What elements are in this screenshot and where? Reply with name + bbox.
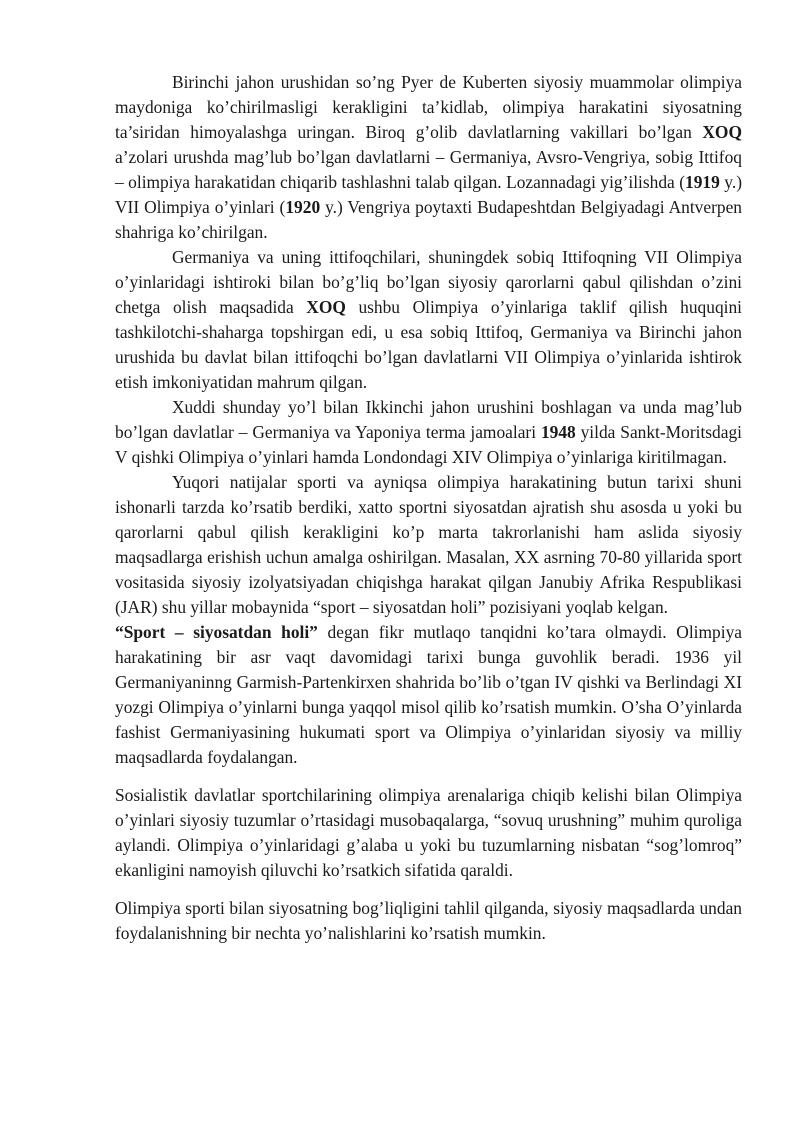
paragraph-1 [115, 70, 742, 245]
paragraph-4 [115, 470, 742, 620]
bold-text-run: 1919 [685, 172, 720, 192]
paragraph-5 [115, 620, 742, 770]
bold-text-run: XOQ [702, 122, 742, 142]
paragraph-3 [115, 395, 742, 470]
text-run: yilda Sankt-Moritsdagi V qishki Olimpiya o’yinlari hamda Londondagi XIV Olimpiya o’yinlariga kiritilmagan. [115, 422, 743, 467]
bold-text-run: 1948 [540, 422, 576, 442]
text-run: ushbu Olimpiya o’yinlariga taklif qilish huquqini tashkilotchi-shaharga topshirgan edi, u esa sobiq Ittifoq, Germaniya va Birinchi jahon urushida bu davlat bilan ittifoqchi bo’lgan davlatlarni VII Olimpiya o’yinlarida ishtirok etish imkoniyatidan mahrum qilgan. [115, 297, 742, 392]
text-run: a’zolari urushda mag’lub bo’lgan davlatlarni – Germaniya, Avsro-Vengriya, sobig Ittifoq – olimpiya harakatidan chiqarib tashlashni talab qilgan. Lozannadagi yig’ilishda ( [115, 147, 742, 192]
text-run: Sosialistik davlatlar sportchilarining olimpiya arenalariga chiqib kelishi bilan Olimpiya o’yinlari siyosiy tuzumlar o’rtasidagi musobaqalarga, “sovuq urushning” muhim quroliga aylandi. Olimpiya o’yinlaridagi g’alaba u yoki bu tuzumlarning nisbatan “sog’lomroq” ekanligini namoyish qiluvchi ko’rsatkich sifatida qaraldi. [115, 785, 742, 880]
bold-text-run: 1920 [285, 197, 321, 217]
text-run: Xuddi shunday yo’l bilan Ikkinchi jahon urushini boshlagan va unda mag’lub bo’lgan davlatlar – Germaniya va Yaponiya terma jamoalari [115, 397, 742, 442]
text-run: y.) VII Olimpiya o’yinlari ( [115, 172, 742, 217]
paragraph-7 [115, 896, 742, 946]
text-run: Birinchi jahon urushidan so’ng Pyer de Kuberten siyosiy muammolar olimpiya maydoniga ko’chirilmasligi kerakligini ta’kidlab, olimpiya harakatini siyosatning ta’siridan himoyalashga uringan. Biroq g’olib davlatlarning vakillari bo’lgan [115, 72, 742, 142]
bold-text-run: XOQ [306, 297, 346, 317]
bold-text-run: “Sport – siyosatdan holi” [115, 622, 318, 642]
text-run: y.) Vengriya poytaxti Budapeshtdan Belgiyadagi Antverpen shahriga ko’chirilgan. [115, 197, 742, 242]
text-run: Germaniya va uning ittifoqchilari, shuningdek sobiq Ittifoqning VII Olimpiya o’yinlaridagi ishtiroki bilan bo’g’liq bo’lgan siyosiy qarorlarni qabul qilishdan o’zini chetga olish maqsadida [115, 247, 742, 317]
paragraph-6 [115, 783, 742, 883]
text-run: degan fikr mutlaqo tanqidni ko’tara olmaydi. Olimpiya harakatining bir asr vaqt davomidagi tarixi bunga guvohlik beradi. 1936 yil Germaniyaninng Garmish-Partenkirxen shahrida bo’lib o’tgan IV qishki va Berlindagi XI yozgi Olimpiya o’yinlarni bunga yaqqol misol qilib ko’rsatish mumkin. O’sha O’yinlarda fashist Germaniyasining hukumati sport va Olimpiya o’yinlaridan siyosiy va milliy maqsadlarda foydalangan. [115, 622, 742, 767]
document-page [115, 70, 742, 946]
text-run: Olimpiya sporti bilan siyosatning bog’liqligini tahlil qilganda, siyosiy maqsadlarda undan foydalanishning bir nechta yo’nalishlarini ko’rsatish mumkin. [115, 898, 742, 943]
text-run: Yuqori natijalar sporti va ayniqsa olimpiya harakatining butun tarixi shuni ishonarli tarzda ko’rsatib berdiki, xatto sportni siyosatdan ajratish shu asosda u yoki bu qarorlarni qabul qilish kerakligini ko’p marta takrorlanishi ham aslida siyosiy maqsadlarga erishish uchun amalga oshirilgan. Masalan, XX asrning 70-80 yillarida sport vositasida siyosiy izolyatsiyadan chiqishga harakat qilgan Janubiy Afrika Respublikasi (JAR) shu yillar mobaynida “sport – siyosatdan holi” pozisiyani yoqlab kelgan. [115, 472, 742, 617]
paragraph-2 [115, 245, 742, 395]
